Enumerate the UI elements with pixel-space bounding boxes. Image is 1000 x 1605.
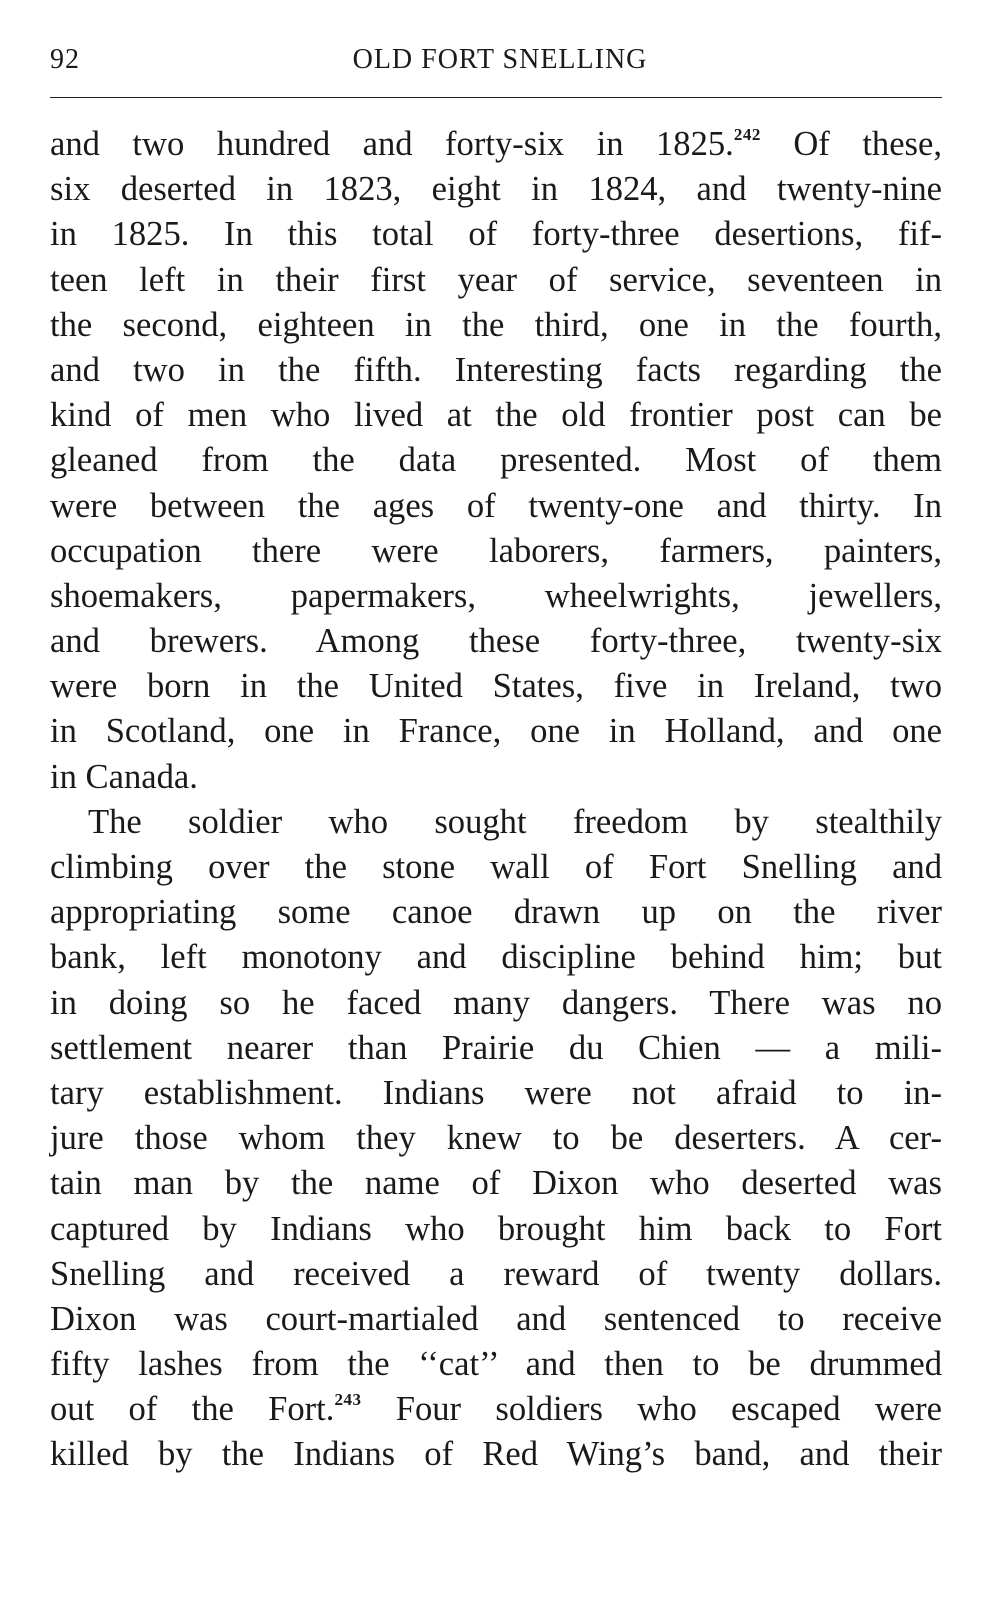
text-line: Snelling and received a reward of twenty dollars. — [50, 1254, 942, 1293]
text-line: occupation there were laborers, farmers, painters, — [50, 531, 942, 570]
text-line: Dixon was court-martialed and sentenced to receive — [50, 1299, 942, 1338]
text-line: were between the ages of twenty-one and thirty. In — [50, 486, 942, 525]
text-line: in Scotland, one in France, one in Holland, and one — [50, 712, 942, 751]
header-rule — [50, 97, 942, 98]
text-line: The soldier who sought freedom by stealthily — [88, 802, 942, 841]
running-title: OLD FORT SNELLING — [352, 44, 648, 75]
text-line: settlement nearer than Prairie du Chien — a mili- — [50, 1028, 942, 1067]
text-line: bank, left monotony and discipline behind him; but — [50, 938, 942, 977]
text-line: captured by Indians who brought him back to Fort — [50, 1209, 942, 1248]
text-line: tain man by the name of Dixon who deserted was — [50, 1164, 942, 1203]
text-line: fifty lashes from the ‘‘cat’’ and then to be drummed — [50, 1345, 942, 1384]
text-line: kind of men who lived at the old frontier post can be — [50, 396, 942, 435]
text-line: climbing over the stone wall of Fort Snelling and — [50, 848, 942, 886]
footnote-ref: 242 — [733, 125, 761, 144]
text-line: in 1825. In this total of forty-three desertions, fif- — [50, 215, 942, 254]
book-page — [50, 0, 942, 1605]
text-line: appropriating some canoe drawn up on the river — [50, 893, 942, 932]
text-line: and two hundred and forty-six in 1825.$^{242}$ Of these, — [50, 125, 943, 163]
text-line: and two in the fifth. Interesting facts regarding the — [50, 350, 942, 389]
text-line: gleaned from the data presented. Most of them — [50, 441, 942, 480]
text-line: tary establishment. Indians were not afraid to in- — [50, 1073, 942, 1112]
text-line: shoemakers, papermakers, wheelwrights, jewellers, — [50, 576, 942, 615]
body-text — [50, 122, 942, 1478]
footnote-ref: 243 — [334, 1390, 362, 1410]
text-line: jure those whom they knew to be deserters. A cer- — [50, 1119, 942, 1158]
text-line: were born in the United States, five in Ireland, two — [50, 667, 942, 706]
text-line: and brewers. Among these forty-three, twenty-six — [50, 622, 942, 661]
text-line: the second, eighteen in the third, one in the fourth, — [50, 305, 942, 344]
text-line: killed by the Indians of Red Wing’s band, and their — [50, 1435, 942, 1474]
text-line: six deserted in 1823, eight in 1824, and twenty-nine — [50, 170, 942, 209]
text-line: out of the Fort.$^{243}$ Four soldiers who escaped were — [50, 1390, 942, 1429]
running-head — [50, 44, 942, 84]
text-line: in doing so he faced many dangers. There was no — [50, 983, 942, 1022]
text-line: in Canada. — [50, 757, 198, 796]
text-line: teen left in their first year of service, seventeen in — [50, 260, 942, 299]
page-number: 92 — [50, 44, 80, 75]
